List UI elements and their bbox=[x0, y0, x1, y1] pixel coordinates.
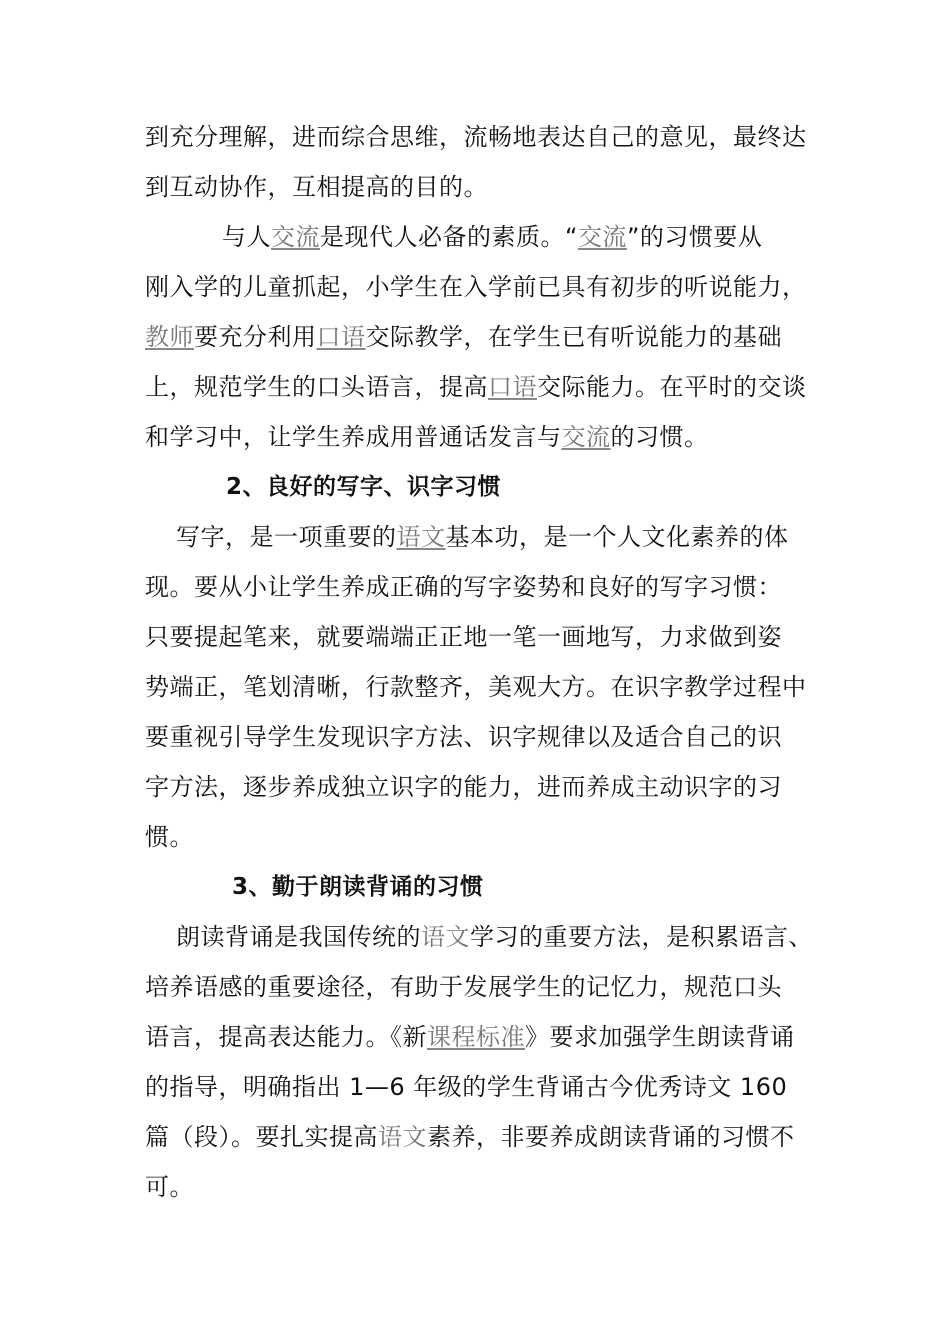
paragraph-line bbox=[176, 920, 876, 954]
text-run: 上，规范学生的口头语言，提高 bbox=[145, 373, 488, 401]
paragraph-line bbox=[145, 770, 845, 804]
text-run: 现。要从小让学生养成正确的写字姿势和良好的写字习惯： bbox=[145, 573, 782, 601]
paragraph-line bbox=[145, 720, 845, 754]
link-kouyu[interactable]: 口语 bbox=[488, 373, 537, 401]
paragraph-line bbox=[145, 570, 845, 604]
text-run: 朗读背诵是我国传统的 bbox=[176, 923, 421, 951]
paragraph-line bbox=[145, 1120, 845, 1154]
text-run: 交际能力。在平时的交谈 bbox=[537, 373, 807, 401]
text-run: 篇（段）。要扎实提高 bbox=[145, 1123, 378, 1151]
heading-text: 2、良好的写字、识字习惯 bbox=[226, 474, 502, 500]
text-run: 到互动协作，互相提高的目的。 bbox=[145, 173, 488, 201]
paragraph-line bbox=[145, 370, 845, 404]
paragraph-line bbox=[145, 420, 845, 454]
text-run: 刚入学的儿童抓起，小学生在入学前已具有初步的听说能力， bbox=[145, 273, 807, 301]
text-run: 惯。 bbox=[145, 823, 194, 851]
heading-text: 3、勤于朗读背诵的习惯 bbox=[232, 874, 484, 900]
text-run: 基本功，是一个人文化素养的体 bbox=[445, 523, 789, 551]
link-yuwen[interactable]: 语文 bbox=[378, 1123, 427, 1151]
link-jiaoliu[interactable]: 交流 bbox=[561, 423, 611, 451]
link-kecheng-biaozhun[interactable]: 课程标准 bbox=[427, 1023, 525, 1051]
text-run: 》要求加强学生朗读背诵 bbox=[525, 1023, 795, 1051]
text-run: 写字，是一项重要的 bbox=[176, 523, 397, 551]
paragraph-line bbox=[145, 1170, 845, 1204]
paragraph-line bbox=[145, 820, 845, 854]
text-run: 学习的重要方法，是积累语言、 bbox=[470, 923, 813, 951]
link-yuwen[interactable]: 语文 bbox=[421, 923, 470, 951]
text-run: 的指导，明确指出 1—6 年级的学生背诵古今优秀诗文 160 bbox=[145, 1073, 788, 1101]
paragraph-line bbox=[145, 620, 845, 654]
paragraph-line bbox=[145, 270, 845, 304]
link-kouyu[interactable]: 口语 bbox=[316, 323, 366, 351]
section-heading bbox=[232, 870, 932, 904]
text-run: 语言，提高表达能力。《新 bbox=[145, 1023, 427, 1051]
paragraph-line bbox=[145, 120, 845, 154]
text-run: 要充分利用 bbox=[194, 323, 317, 351]
text-run: 只要提起笔来，就要端端正正地一笔一画地写，力求做到姿 bbox=[145, 623, 782, 651]
text-run: ”的习惯要从 bbox=[626, 223, 763, 251]
paragraph-line bbox=[145, 670, 845, 704]
text-run: 是现代人必备的素质。“ bbox=[320, 223, 578, 251]
paragraph-line bbox=[145, 1070, 845, 1104]
link-jiaoliu[interactable]: 交流 bbox=[271, 223, 320, 251]
paragraph-line bbox=[145, 170, 845, 204]
text-run: 培养语感的重要途径，有助于发展学生的记忆力，规范口头 bbox=[145, 973, 782, 1001]
link-jiaoliu[interactable]: 交流 bbox=[577, 223, 627, 251]
section-heading bbox=[226, 470, 926, 504]
link-yuwen[interactable]: 语文 bbox=[396, 523, 446, 551]
text-run: 可。 bbox=[145, 1173, 194, 1201]
paragraph-line bbox=[176, 520, 876, 554]
text-run: 的习惯。 bbox=[610, 423, 709, 451]
text-run: 要重视引导学生发现识字方法、识字规律以及适合自己的识 bbox=[145, 723, 782, 751]
paragraph-line bbox=[145, 320, 845, 354]
paragraph-line bbox=[145, 970, 845, 1004]
text-run: 素养，非要养成朗读背诵的习惯不 bbox=[427, 1123, 795, 1151]
paragraph-line bbox=[145, 1020, 845, 1054]
text-run: 和学习中，让学生养成用普通话发言与 bbox=[145, 423, 562, 451]
text-run: 字方法，逐步养成独立识字的能力，进而养成主动识字的习 bbox=[145, 773, 782, 801]
text-run: 到充分理解，进而综合思维，流畅地表达自己的意见，最终达 bbox=[145, 123, 807, 151]
text-run: 势端正，笔划清晰，行款整齐，美观大方。在识字教学过程中 bbox=[145, 673, 807, 701]
text-run: 与人 bbox=[222, 223, 271, 251]
text-run: 交际教学，在学生已有听说能力的基础 bbox=[365, 323, 782, 351]
link-jiaoshi[interactable]: 教师 bbox=[145, 323, 194, 351]
paragraph-line bbox=[222, 220, 922, 254]
